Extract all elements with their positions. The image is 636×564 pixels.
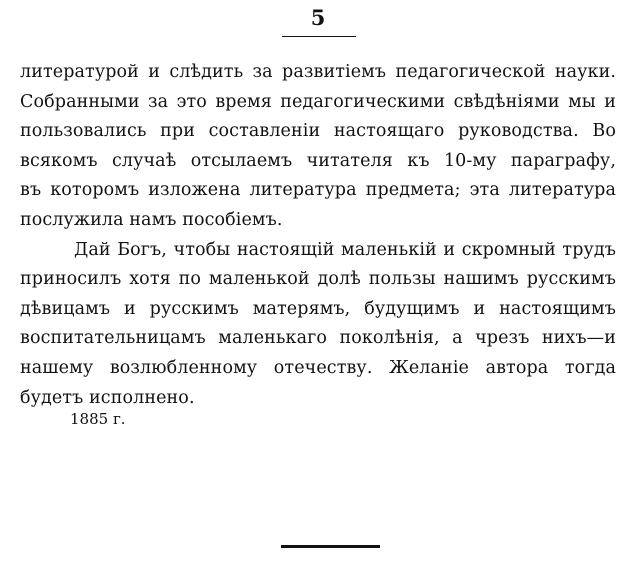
- text-line: литературой и слѣдить за развитіемъ педагогической науки.: [20, 62, 616, 82]
- text-line: всякомъ случаѣ отсылаемъ читателя къ 10-му параграфу,: [20, 150, 616, 171]
- date-line: 1885 г.: [70, 410, 126, 428]
- text-line: послужила намъ пособіемъ.: [20, 209, 283, 230]
- text-line: Дай Богъ, чтобы настоящій маленькій и скромный трудъ: [74, 239, 616, 260]
- footer-rule: [281, 545, 380, 548]
- text-line: будетъ исполнено.: [20, 387, 195, 408]
- header-rule: [282, 36, 356, 37]
- text-line: пользовались при составленіи настоящаго руководства. Во: [20, 121, 616, 142]
- text-line: Собранными за это время педагогическими свѣдѣніями мы и: [20, 91, 616, 112]
- body-text: [20, 58, 616, 413]
- paragraph-1: [20, 58, 616, 236]
- page-number: 5: [310, 5, 326, 30]
- text-line: нашему возлюбленному отечеству. Желаніе автора тогда: [20, 357, 616, 378]
- text-line: приносилъ хотя по маленькой долѣ пользы нашимъ русскимъ: [20, 269, 616, 290]
- text-line: воспитательницамъ маленькаго поколѣнія, а чрезъ нихъ—и: [20, 328, 616, 349]
- text-line: въ которомъ изложена литература предмета; эта литература: [20, 180, 616, 201]
- paragraph-2: [20, 236, 616, 414]
- text-line: дѣвицамъ и русскимъ матерямъ, будущимъ и настоящимъ: [20, 298, 616, 319]
